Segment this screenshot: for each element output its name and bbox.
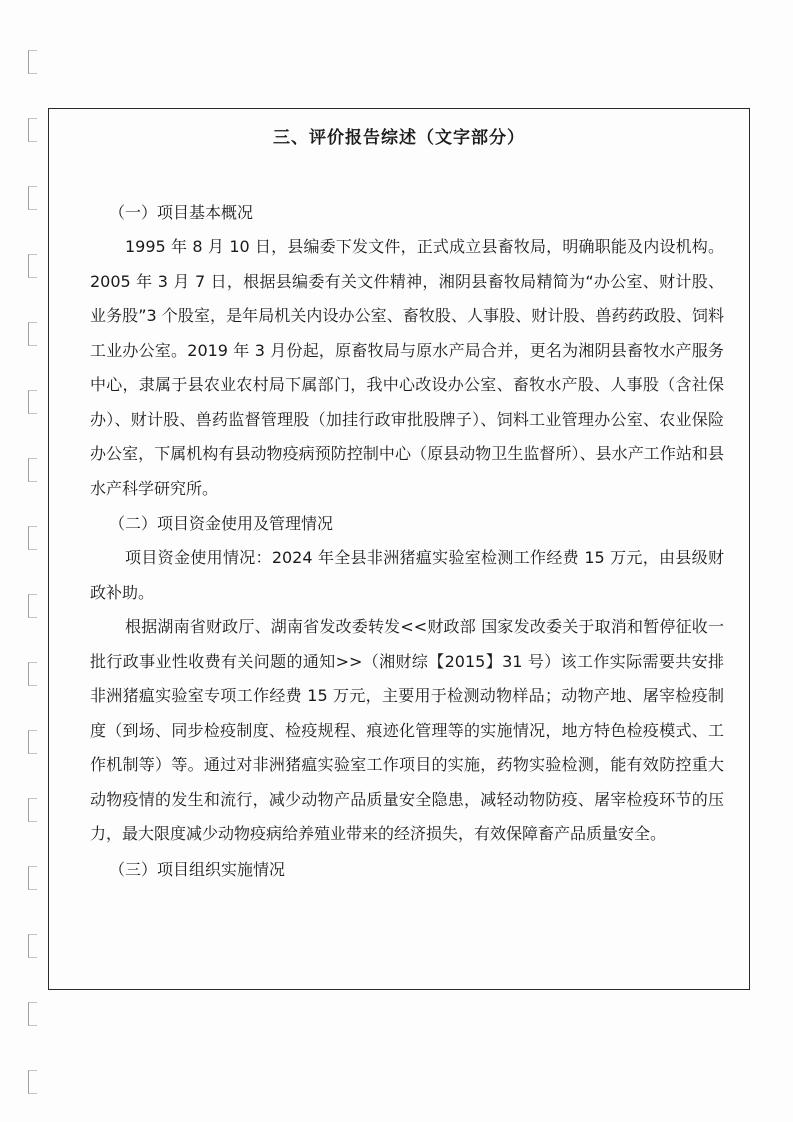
binding-hole-mark xyxy=(28,186,37,210)
binding-hole-mark xyxy=(28,254,37,278)
binding-hole-mark xyxy=(28,934,37,958)
paragraph-funds-usage: 项目资金使用情况：2024 年全县非洲猪瘟实验室检测工作经费 15 万元，由县级财政补助。 xyxy=(90,548,724,602)
binding-hole-mark xyxy=(28,662,37,686)
binding-hole-mark xyxy=(28,526,37,550)
binding-hole-mark xyxy=(28,1002,37,1026)
binding-hole-mark xyxy=(28,390,37,414)
section-heading-overview: （一）项目基本概况 xyxy=(109,203,254,222)
binding-hole-mark xyxy=(28,1070,37,1094)
binding-hole-mark xyxy=(28,866,37,890)
report-body xyxy=(90,195,724,887)
section-heading-implementation: （三）项目组织实施情况 xyxy=(109,859,286,879)
binding-hole-mark xyxy=(28,798,37,822)
section-heading-funds: （二）项目资金使用及管理情况 xyxy=(109,514,334,533)
binding-hole-mark xyxy=(28,458,37,482)
binding-hole-mark xyxy=(28,730,37,754)
report-frame xyxy=(48,108,750,990)
binding-hole-mark xyxy=(28,50,37,74)
binding-hole-marks xyxy=(28,40,40,1100)
paragraph-funds-basis: 根据湖南省财政厅、湖南省发改委转发<<财政部 国家发改委关于取消和暂停征收一批行政事业性收费有关问题的通知>>（湘财综【2015】31 号）该工作实际需要共安排非洲猪瘟实验室专项工作经费 15 万元，主要用于检测动物样品；动物产地、屠宰检疫制度（到场、同步检疫制度、检疫规程、痕迹化管理等的实施情况，地方特色检疫模式、工作机制等）等。通过对非洲猪瘟实验室工作项目的实施，药物实验检测，能有效防控重大动物疫情的发生和流行，减少动物产品质量安全隐患，减轻动物防疫、屠宰检疫环节的压力，最大限度减少动物疫病给养殖业带来的经济损失，有效保障畜产品质量安全。 xyxy=(90,617,724,843)
report-title: 三、评价报告综述（文字部分） xyxy=(273,128,525,148)
paragraph-overview: 1995 年 8 月 10 日，县编委下发文件，正式成立县畜牧局，明确职能及内设机构。2005 年 3 月 7 日，根据县编委有关文件精神，湘阴县畜牧局精简为“办公室、财计股、业务股”3 个股室，是年局机关内设办公室、畜牧股、人事股、财计股、兽药药政股、饲料工业办公室。2019 年 3 月份起，原畜牧局与原水产局合并，更名为湘阴县畜牧水产服务中心，隶属于县农业农村局下属部门，我中心改设办公室、畜牧水产股、人事股（含社保办）、财计股、兽药监督管理股（加挂行政审批股牌子）、饲料工业管理办公室、农业保险办公室，下属机构有县动物疫病预防控制中心（原县动物卫生监督所）、县水产工作站和县水产科学研究所。 xyxy=(90,237,724,498)
binding-hole-mark xyxy=(28,594,37,618)
binding-hole-mark xyxy=(28,118,37,142)
binding-hole-mark xyxy=(28,322,37,346)
